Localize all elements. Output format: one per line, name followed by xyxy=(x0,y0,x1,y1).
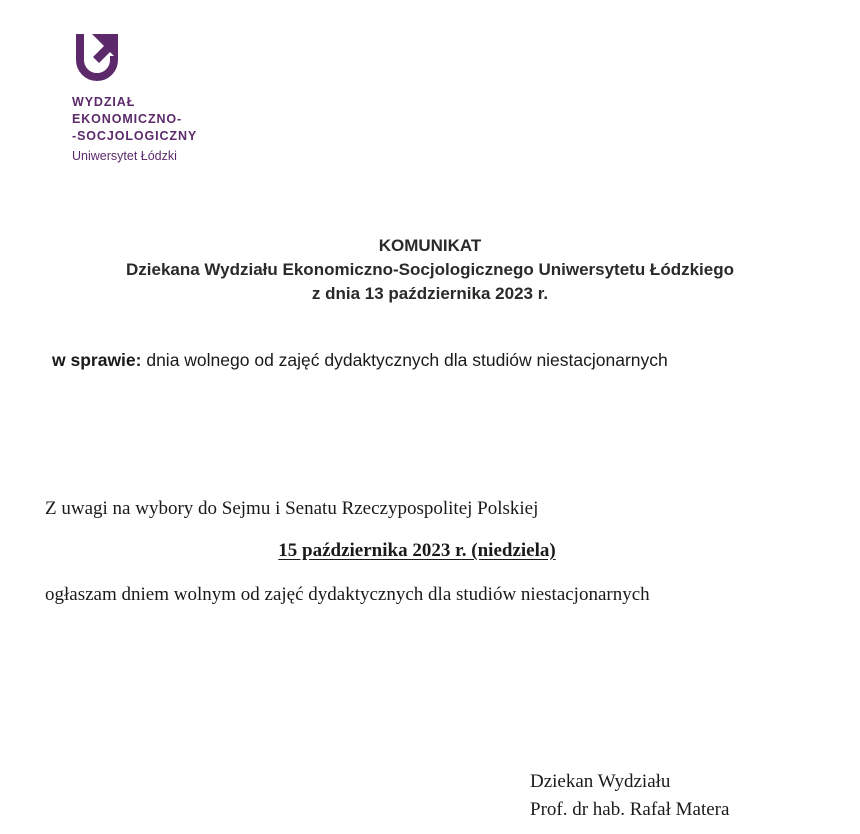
document-date: z dnia 13 października 2023 r. xyxy=(311,284,549,303)
faculty-name-line-1: WYDZIAŁ xyxy=(72,95,136,109)
subject-line xyxy=(52,348,668,372)
body-announcement: ogłaszam dniem wolnym od zajęć dydaktycznych dla studiów niestacjonarnych xyxy=(45,584,650,605)
faculty-logo xyxy=(72,30,122,84)
subject-text: dnia wolnego od zajęć dydaktycznych dla studiów niestacjonarnych xyxy=(141,350,668,370)
document-issuer: Dziekana Wydziału Ekonomiczno-Socjologicznego Uniwersytetu Łódzkiego xyxy=(126,260,734,279)
signatory-role: Dziekan Wydziału xyxy=(530,771,671,792)
faculty-name-block xyxy=(72,94,197,166)
university-name: Uniwersytet Łódzki xyxy=(72,149,177,163)
body-intro: Z uwagi na wybory do Sejmu i Senatu Rzeczypospolitej Polskiej xyxy=(45,498,539,519)
subject-label: w sprawie: xyxy=(52,350,142,370)
faculty-name-line-3: -SOCJOLOGICZNY xyxy=(72,129,198,143)
document-title: KOMUNIKAT xyxy=(378,236,482,255)
holiday-date: 15 października 2023 r. (niedziela) xyxy=(278,540,556,561)
signature-block xyxy=(530,768,729,824)
document-header xyxy=(0,234,860,306)
faculty-name-line-2: EKONOMICZNO- xyxy=(72,112,183,126)
signatory-name: Prof. dr hab. Rafał Matera xyxy=(530,799,730,820)
university-arrow-u-logo-icon xyxy=(72,30,122,84)
